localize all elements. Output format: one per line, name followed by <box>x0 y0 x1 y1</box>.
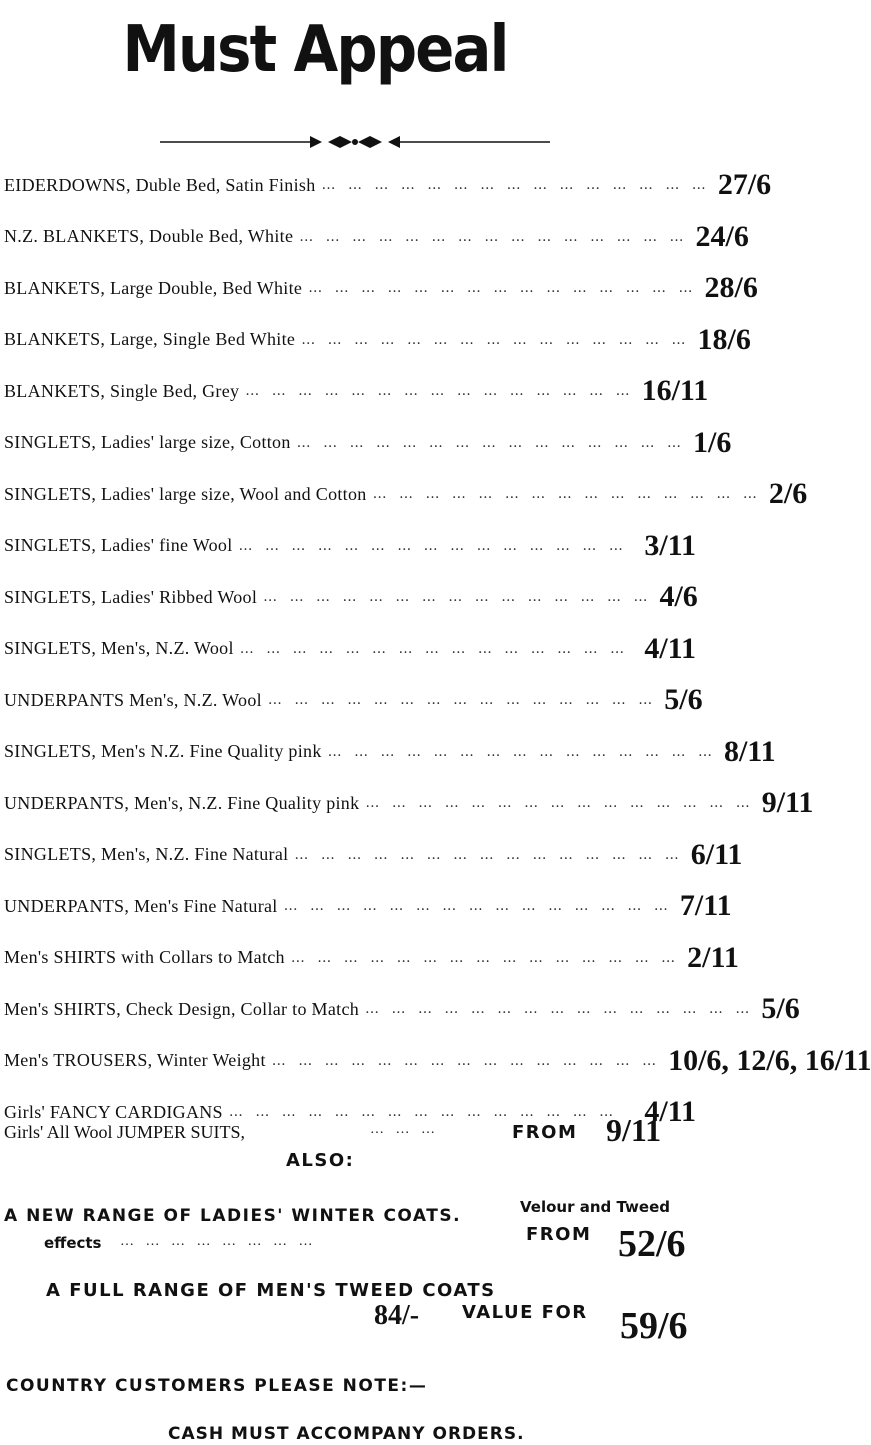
list-item <box>4 472 808 516</box>
item-price: 9/11 <box>761 786 814 819</box>
item-description: BLANKETS, Large Double, Bed White <box>4 277 303 298</box>
list-item <box>4 627 696 671</box>
list-item <box>4 369 709 413</box>
item-price: 10/6, 12/6, 16/11 <box>668 1043 871 1077</box>
leader-dots: … … … … … … … … … … … … … … … <box>308 280 697 296</box>
item-price: 5/6 <box>664 683 703 716</box>
item-description: UNDERPANTS, Men's Fine Natural <box>4 895 278 916</box>
item-price: 18/6 <box>697 322 751 356</box>
item-description: SINGLETS, Ladies' fine Wool <box>4 535 233 555</box>
item-description: BLANKETS, Large, Single Bed White <box>4 329 296 349</box>
leader-dots: … … … … … … … … … … … … … … … <box>263 589 652 605</box>
list-item <box>4 266 758 310</box>
leader-dots: … … … … … … … … … … … … … … … <box>365 1001 754 1017</box>
item-price: 6/11 <box>690 837 743 871</box>
list-item <box>4 524 696 568</box>
item-description: BLANKETS, Single Bed, Grey <box>4 380 240 401</box>
list-item <box>4 833 743 877</box>
list-item <box>4 936 739 980</box>
item-price: 28/6 <box>704 271 758 304</box>
item-description: SINGLETS, Men's, N.Z. Fine Natural <box>4 844 289 864</box>
list-item <box>4 730 776 774</box>
leader-dots: … … … … … … … … … … … … … … … <box>267 692 657 708</box>
item-description: UNDERPANTS Men's, N.Z. Wool <box>4 689 262 710</box>
item-description: SINGLETS, Ladies' large size, Wool and Cotton <box>4 483 367 504</box>
ornament-divider <box>160 132 550 152</box>
coats-from-label: FROM <box>526 1224 592 1245</box>
item-description: EIDERDOWNS, Duble Bed, Satin Finish <box>4 174 316 195</box>
item-price: 8/11 <box>723 734 776 768</box>
coats-price: 52/6 <box>618 1223 686 1265</box>
leader-dots: … … … … … … … … … … … … … … … <box>294 846 683 863</box>
item-description: SINGLETS, Men's N.Z. Fine Quality pink <box>4 741 322 761</box>
list-item <box>4 678 703 722</box>
item-price: 4/11 <box>644 1095 696 1128</box>
leader-dots: … … … … … … … … … … … … … … … <box>290 949 680 966</box>
item-price: 2/11 <box>687 940 739 974</box>
list-item <box>4 575 696 619</box>
coats-dots: … … … … … … … … <box>120 1234 317 1249</box>
mens-coats-line: A FULL RANGE OF MEN'S TWEED COATS <box>46 1280 496 1301</box>
item-price: 5/6 <box>761 992 800 1025</box>
leader-dots: … … … … … … … … … … … … … … … <box>271 1052 661 1069</box>
leader-dots: … … … … … … … … … … … … … … … <box>296 434 685 451</box>
leader-dots: … … … … … … … … … … … … … … … <box>365 795 754 811</box>
coats-line1-tail: Velour and Tweed <box>520 1198 670 1216</box>
item-description: N.Z. BLANKETS, Double Bed, White <box>4 226 294 246</box>
leader-dots: … … … … … … … … … … … … … … … <box>238 537 627 554</box>
list-item <box>4 163 772 207</box>
value-for-label: VALUE FOR <box>462 1302 588 1323</box>
coats-line1: A NEW RANGE OF LADIES' WINTER COATS. <box>4 1206 462 1226</box>
leader-dots: … … … … … … … … … … … … … … … <box>372 486 761 502</box>
item-description: Men's TROUSERS, Winter Weight <box>4 1050 266 1070</box>
cash-note: CASH MUST ACCOMPANY ORDERS. <box>168 1424 525 1444</box>
list-item <box>4 318 751 362</box>
leader-dots: … … … … … … … … … … … … … … … <box>239 640 629 657</box>
item-description: Men's SHIRTS with Collars to Match <box>4 947 285 967</box>
item-description: SINGLETS, Ladies' large size, Cotton <box>4 432 291 452</box>
jumper-dots: … … … <box>370 1122 439 1137</box>
list-item <box>4 215 749 259</box>
mens-coats-value: 84/- <box>374 1300 420 1331</box>
item-description: Men's SHIRTS, Check Design, Collar to Match <box>4 998 360 1019</box>
item-price: 4/11 <box>644 631 696 665</box>
leader-dots: … … … … … … … … … … … … … … … <box>327 743 716 760</box>
list-item <box>4 781 814 825</box>
also-label: ALSO: <box>286 1150 355 1171</box>
item-price: 3/11 <box>644 528 696 562</box>
list-item <box>4 987 800 1031</box>
item-price: 24/6 <box>695 219 749 253</box>
item-price: 7/11 <box>679 889 732 922</box>
item-description: SINGLETS, Ladies' Ribbed Wool <box>4 586 258 607</box>
leader-dots: … … … … … … … … … … … … … … … <box>299 228 688 245</box>
leader-dots: … … … … … … … … … … … … … … … <box>301 331 690 348</box>
item-description: SINGLETS, Men's, N.Z. Wool <box>4 638 234 658</box>
leader-dots: … … … … … … … … … … … … … … … <box>283 898 672 914</box>
item-price: 2/6 <box>768 477 808 510</box>
leader-dots: … … … … … … … … … … … … … … … <box>321 177 710 193</box>
item-price: 1/6 <box>692 425 732 459</box>
jumper-from-label: FROM <box>512 1122 578 1143</box>
item-description: UNDERPANTS, Men's, N.Z. Fine Quality pink <box>4 792 360 813</box>
list-item <box>4 1039 871 1083</box>
mens-coats-price: 59/6 <box>620 1305 688 1347</box>
jumper-desc: Girls' All Wool JUMPER SUITS, <box>4 1122 246 1142</box>
list-item <box>4 884 732 928</box>
item-price: 27/6 <box>717 168 772 201</box>
item-price: 4/6 <box>659 580 698 613</box>
headline: Must Appeal <box>122 13 508 87</box>
list-item <box>4 421 732 465</box>
leader-dots: … … … … … … … … … … … … … … … <box>245 383 634 399</box>
item-price: 16/11 <box>641 374 709 407</box>
item-description: Girls' FANCY CARDIGANS <box>4 1101 223 1122</box>
country-note: COUNTRY CUSTOMERS PLEASE NOTE:— <box>6 1376 428 1396</box>
jumper-price: 9/11 <box>606 1112 662 1148</box>
leader-dots: … … … … … … … … … … … … … … … <box>228 1104 618 1120</box>
coats-line2: effects <box>44 1234 102 1252</box>
